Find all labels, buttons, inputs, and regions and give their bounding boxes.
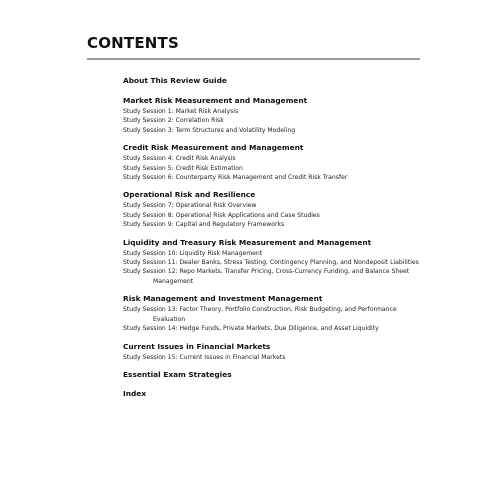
- toc-heading[interactable]: Essential Exam Strategies: [123, 369, 232, 379]
- toc-entry[interactable]: Study Session 9: Capital and Regulatory Frameworks: [123, 221, 285, 229]
- toc-heading[interactable]: Liquidity and Treasury Risk Measurement and Management: [123, 237, 372, 247]
- toc-entry[interactable]: Study Session 1: Market Risk Analysis: [123, 108, 239, 115]
- toc-section: [123, 238, 423, 287]
- toc-heading[interactable]: Operational Risk and Resilience: [123, 190, 256, 200]
- toc-heading[interactable]: Risk Management and Investment Management: [123, 294, 323, 304]
- toc-entry[interactable]: Study Session 4: Credit Risk Analysis: [123, 155, 236, 163]
- toc-heading[interactable]: Current Issues in Financial Markets: [123, 341, 271, 351]
- toc-entry[interactable]: Study Session 13: Factor Theory, Portfolio Construction, Risk Budgeting, and Performance Evaluation: [123, 306, 397, 323]
- toc-entry[interactable]: Study Session 3: Term Structures and Volatility Modeling: [123, 126, 296, 134]
- toc-section: [123, 96, 423, 135]
- toc-heading[interactable]: Credit Risk Measurement and Management: [123, 143, 304, 153]
- toc-entry[interactable]: Study Session 12: Repo Markets, Transfer Pricing, Cross-Currency Funding, and Balance Sheet Management: [123, 268, 410, 285]
- toc-entry[interactable]: Study Session 14: Hedge Funds, Private Markets, Due Diligence, and Asset Liquidity: [123, 325, 379, 333]
- toc-section: [123, 389, 423, 399]
- toc-section: [123, 190, 423, 229]
- page-title: CONTENTS: [87, 34, 179, 52]
- toc-section: [123, 342, 423, 362]
- title-rule: [87, 58, 420, 60]
- toc-heading[interactable]: Market Risk Measurement and Management: [123, 96, 308, 105]
- toc-section: [123, 143, 423, 182]
- toc-entry[interactable]: Study Session 15: Current Issues in Financial Markets: [123, 353, 286, 361]
- toc-heading[interactable]: Index: [123, 388, 147, 398]
- toc-entry[interactable]: Study Session 5: Credit Risk Estimation: [123, 164, 243, 172]
- toc-entry[interactable]: Study Session 7: Operational Risk Overview: [123, 202, 257, 210]
- toc-entry[interactable]: Study Session 6: Counterparty Risk Management and Credit Risk Transfer: [123, 174, 348, 182]
- toc-entry[interactable]: Study Session 10: Liquidity Risk Management: [123, 249, 263, 257]
- toc-heading[interactable]: About This Review Guide: [123, 76, 227, 85]
- toc-section: [123, 76, 423, 86]
- toc-entry[interactable]: Study Session 11: Dealer Banks, Stress Testing, Contingency Planning, and Nondeposit Liabilities: [123, 259, 419, 267]
- toc-section: [123, 370, 423, 380]
- toc-entry[interactable]: Study Session 8: Operational Risk Applications and Case Studies: [123, 211, 320, 219]
- toc-entry[interactable]: Study Session 2: Correlation Risk: [123, 117, 224, 125]
- table-of-contents: [123, 76, 423, 399]
- toc-section: [123, 294, 423, 333]
